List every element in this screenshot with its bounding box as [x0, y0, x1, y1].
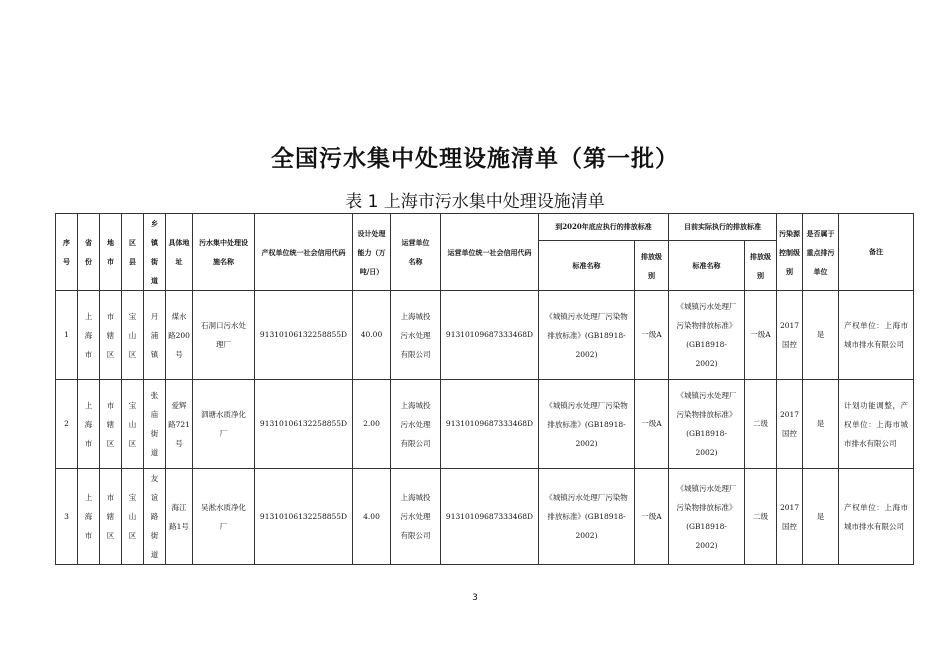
cell-operator-code: 91310109687333468D	[441, 291, 539, 380]
cell-district: 宝山区	[122, 291, 144, 380]
cell-city: 市辖区	[100, 380, 122, 469]
cell-operator: 上海城投污水处理有限公司	[391, 380, 441, 469]
cell-facility: 石洞口污水处理厂	[193, 291, 255, 380]
cell-control: 2017国控	[777, 469, 803, 565]
cell-district: 宝山区	[122, 469, 144, 565]
facility-table	[55, 213, 914, 565]
cell-remark: 产权单位：上海市城市排水有限公司	[839, 291, 914, 380]
cell-std2020-name: 《城镇污水处理厂污染物排放标准》(GB18918-2002)	[539, 469, 635, 565]
cell-current-level: 二级	[745, 469, 777, 565]
cell-key-unit: 是	[803, 469, 839, 565]
header-operator-code: 运营单位统一社会信用代码	[441, 214, 539, 291]
cell-facility: 吴淞水质净化厂	[193, 469, 255, 565]
header-std2020-name: 标准名称	[539, 241, 635, 291]
cell-operator-code: 91310109687333468D	[441, 380, 539, 469]
cell-town: 友谊路街道	[144, 469, 166, 565]
header-capacity: 设计处理能力（万吨/日）	[353, 214, 391, 291]
cell-owner-code: 91310106132258855D	[255, 469, 353, 565]
cell-capacity: 2.00	[353, 380, 391, 469]
cell-seq: 3	[56, 469, 78, 565]
document-title: 全国污水集中处理设施清单（第一批）	[271, 145, 679, 172]
cell-operator-code: 91310109687333468D	[441, 469, 539, 565]
cell-current-level: 一级A	[745, 291, 777, 380]
header-city: 地市	[100, 214, 122, 291]
cell-key-unit: 是	[803, 380, 839, 469]
table-row	[56, 291, 914, 380]
cell-key-unit: 是	[803, 291, 839, 380]
header-seq: 序号	[56, 214, 78, 291]
header-remark: 备注	[839, 214, 914, 291]
cell-std2020-name: 《城镇污水处理厂污染物排放标准》(GB18918-2002)	[539, 291, 635, 380]
header-owner-code: 产权单位统一社会信用代码	[255, 214, 353, 291]
header-std2020-level: 排放级别	[635, 241, 669, 291]
header-current-name: 标准名称	[669, 241, 745, 291]
cell-address: 爱辉路721号	[166, 380, 193, 469]
cell-std2020-level: 一级A	[635, 469, 669, 565]
cell-std2020-level: 一级A	[635, 380, 669, 469]
cell-capacity: 4.00	[353, 469, 391, 565]
header-current-level: 排放级别	[745, 241, 777, 291]
cell-std2020-level: 一级A	[635, 291, 669, 380]
cell-control: 2017国控	[777, 291, 803, 380]
header-row-1	[56, 214, 914, 241]
header-address: 具体地址	[166, 214, 193, 291]
cell-town: 月浦镇	[144, 291, 166, 380]
cell-district: 宝山区	[122, 380, 144, 469]
cell-current-level: 二级	[745, 380, 777, 469]
table-row	[56, 469, 914, 565]
cell-remark: 计划功能调整，产权单位：上海市城市排水有限公司	[839, 380, 914, 469]
cell-current-name: 《城镇污水处理厂污染物排放标准》(GB18918-2002)	[669, 469, 745, 565]
header-current-group: 目前实际执行的排放标准	[669, 214, 777, 241]
cell-province: 上海市	[78, 469, 100, 565]
page-number: 3	[472, 593, 478, 603]
cell-seq: 1	[56, 291, 78, 380]
cell-current-name: 《城镇污水处理厂污染物排放标准》(GB18918-2002)	[669, 291, 745, 380]
cell-owner-code: 91310106132258855D	[255, 291, 353, 380]
table-caption: 表 1 上海市污水集中处理设施清单	[345, 192, 605, 212]
cell-std2020-name: 《城镇污水处理厂污染物排放标准》(GB18918-2002)	[539, 380, 635, 469]
header-facility: 污水集中处理设施名称	[193, 214, 255, 291]
cell-seq: 2	[56, 380, 78, 469]
cell-facility: 泗塘水质净化厂	[193, 380, 255, 469]
cell-owner-code: 91310106132258855D	[255, 380, 353, 469]
cell-town: 张庙街道	[144, 380, 166, 469]
header-district: 区县	[122, 214, 144, 291]
header-province: 省份	[78, 214, 100, 291]
cell-address: 煤水路200号	[166, 291, 193, 380]
cell-province: 上海市	[78, 380, 100, 469]
cell-operator: 上海城投污水处理有限公司	[391, 469, 441, 565]
header-std2020-group: 到2020年底应执行的排放标准	[539, 214, 669, 241]
cell-city: 市辖区	[100, 469, 122, 565]
cell-city: 市辖区	[100, 291, 122, 380]
header-key-unit: 是否属于重点排污单位	[803, 214, 839, 291]
cell-capacity: 40.00	[353, 291, 391, 380]
cell-operator: 上海城投污水处理有限公司	[391, 291, 441, 380]
cell-current-name: 《城镇污水处理厂污染物排放标准》(GB18918-2002)	[669, 380, 745, 469]
cell-address: 海江路1号	[166, 469, 193, 565]
header-control: 污染源控制级别	[777, 214, 803, 291]
table-row	[56, 380, 914, 469]
cell-province: 上海市	[78, 291, 100, 380]
cell-remark: 产权单位：上海市城市排水有限公司	[839, 469, 914, 565]
cell-control: 2017国控	[777, 380, 803, 469]
header-town: 乡镇街道	[144, 214, 166, 291]
header-operator: 运营单位名称	[391, 214, 441, 291]
